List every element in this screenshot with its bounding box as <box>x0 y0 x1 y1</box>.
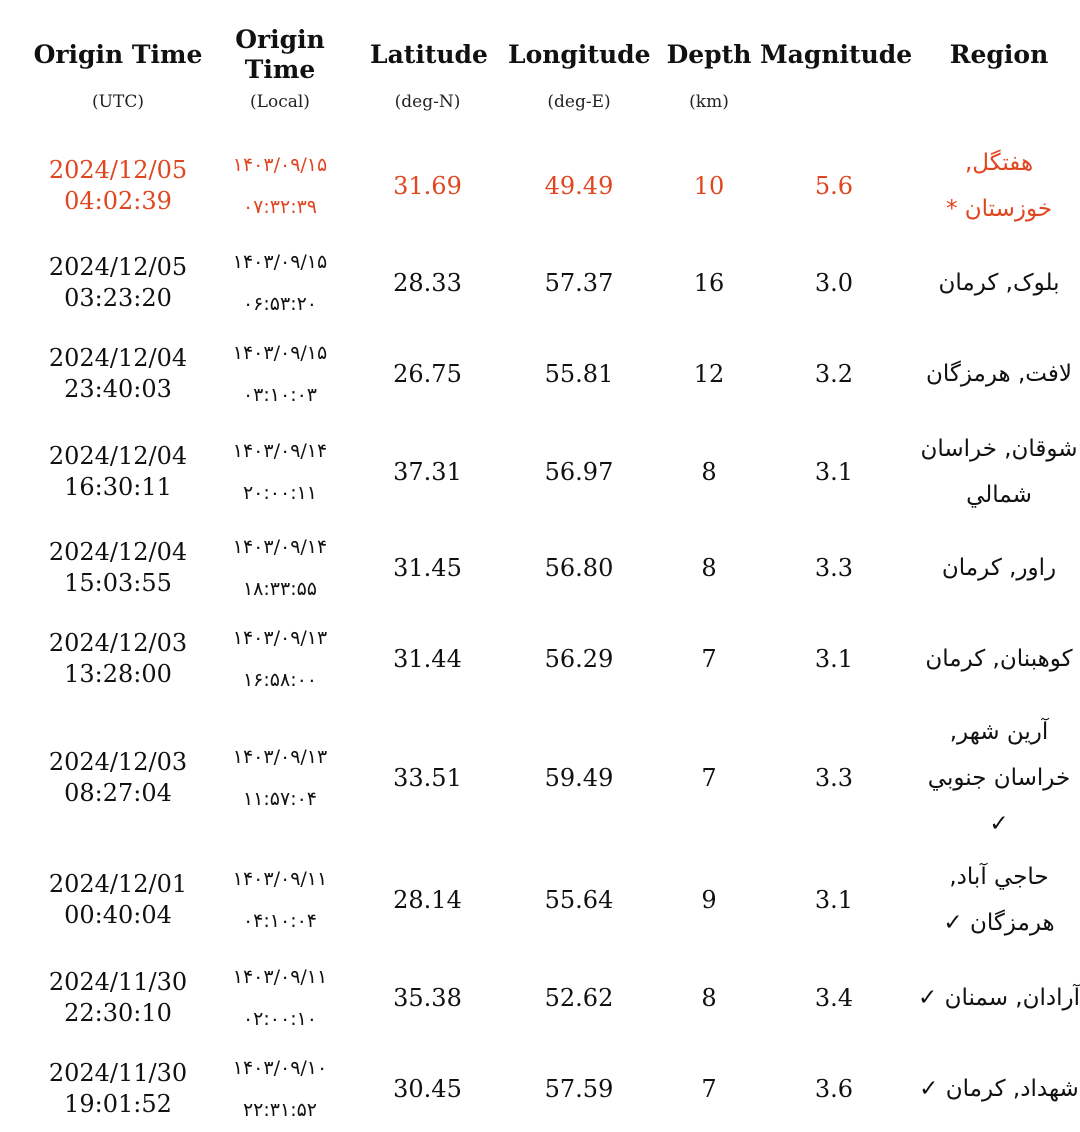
utc-time: 15:03:55 <box>64 569 172 597</box>
local-time: ۰۴:۱۰:۰۴ <box>242 910 318 932</box>
local-date: ۱۴۰۳/۰۹/۱۰ <box>232 1057 328 1079</box>
origin-time-utc <box>0 331 236 417</box>
header-unit: (Local) <box>250 92 310 112</box>
header-unit-depth <box>660 92 758 112</box>
utc-date: 2024/11/30 <box>48 1059 188 1087</box>
origin-time-local <box>230 138 330 234</box>
origin-time-utc <box>0 240 236 326</box>
origin-time-local <box>230 852 330 948</box>
local-time: ۰۲:۰۰:۱۰ <box>242 1008 318 1030</box>
region-value <box>912 955 1080 1041</box>
local-time: ۰۳:۱۰:۰۳ <box>242 384 318 406</box>
header-title-line2: Time <box>244 55 316 84</box>
local-time: ۰۷:۳۲:۳۹ <box>242 196 318 218</box>
region-line: کوهبنان, کرمان <box>925 646 1073 672</box>
latitude-value: 31.69 <box>393 172 462 200</box>
local-date: ۱۴۰۳/۰۹/۱۵ <box>232 154 328 176</box>
header-title: Depth <box>666 40 752 69</box>
local-date: ۱۴۰۳/۰۹/۱۴ <box>232 440 328 462</box>
local-time: ۱۸:۳۳:۵۵ <box>242 578 318 600</box>
header-region <box>912 40 1080 70</box>
depth-value: 10 <box>693 172 725 200</box>
longitude-value: 56.97 <box>544 458 614 486</box>
header-depth <box>660 40 758 70</box>
header-unit-utc <box>0 92 236 112</box>
origin-time-utc <box>0 852 236 948</box>
utc-date: 2024/12/05 <box>48 156 188 184</box>
magnitude-value: 3.1 <box>814 458 854 486</box>
header-latitude <box>370 40 488 70</box>
origin-time-utc <box>0 525 236 611</box>
header-origin-time-utc <box>0 40 236 70</box>
header-unit: (deg-N) <box>394 92 461 112</box>
region-value <box>912 525 1080 611</box>
magnitude-value: 3.4 <box>814 984 854 1012</box>
region-line: شهداد, کرمان ✓ <box>919 1076 1079 1102</box>
longitude-value: 55.64 <box>544 886 614 914</box>
origin-time-local <box>230 955 330 1041</box>
depth-value: 8 <box>701 458 717 486</box>
local-date: ۱۴۰۳/۰۹/۱۱ <box>232 966 328 988</box>
local-date: ۱۴۰۳/۰۹/۱۳ <box>232 746 328 768</box>
local-time: ۲۲:۳۱:۵۲ <box>242 1099 318 1121</box>
region-value <box>912 708 1080 848</box>
utc-date: 2024/11/30 <box>48 968 188 996</box>
region-value <box>912 852 1080 948</box>
header-title: Longitude <box>508 40 651 69</box>
region-value <box>912 1046 1080 1132</box>
table-row[interactable] <box>0 525 1080 611</box>
longitude-value: 56.80 <box>544 554 614 582</box>
utc-date: 2024/12/05 <box>48 253 188 281</box>
origin-time-utc <box>0 708 236 848</box>
region-line: خوزستان * <box>945 196 1053 222</box>
magnitude-value: 3.0 <box>814 269 854 297</box>
local-date: ۱۴۰۳/۰۹/۱۵ <box>232 342 328 364</box>
utc-date: 2024/12/04 <box>48 344 188 372</box>
magnitude-value: 3.6 <box>814 1075 854 1103</box>
region-line: شوقان, خراسان <box>920 436 1078 462</box>
utc-time: 00:40:04 <box>64 901 172 929</box>
header-magnitude <box>760 40 913 70</box>
latitude-value: 28.14 <box>393 886 462 914</box>
latitude-value: 31.45 <box>393 554 462 582</box>
origin-time-local <box>230 424 330 520</box>
header-longitude <box>508 40 650 70</box>
utc-date: 2024/12/04 <box>48 442 188 470</box>
origin-time-utc <box>0 424 236 520</box>
header-unit-latitude <box>370 92 485 112</box>
latitude-value: 26.75 <box>393 360 462 388</box>
depth-value: 7 <box>701 645 717 673</box>
latitude-value: 33.51 <box>393 764 462 792</box>
magnitude-value: 3.1 <box>814 645 854 673</box>
check-icon: ✓ <box>989 811 1009 837</box>
region-value <box>912 616 1080 702</box>
local-date: ۱۴۰۳/۰۹/۱۴ <box>232 536 328 558</box>
table-row[interactable] <box>0 955 1080 1041</box>
table-row[interactable] <box>0 616 1080 702</box>
latitude-value: 37.31 <box>393 458 462 486</box>
longitude-value: 56.29 <box>544 645 614 673</box>
table-row[interactable] <box>0 240 1080 326</box>
region-line: راور, کرمان <box>941 555 1057 581</box>
depth-value: 12 <box>693 360 725 388</box>
region-line: آرادان, سمنان ✓ <box>917 985 1080 1011</box>
header-title: Magnitude <box>760 40 913 69</box>
utc-date: 2024/12/03 <box>48 748 188 776</box>
magnitude-value: 3.2 <box>814 360 854 388</box>
latitude-value: 35.38 <box>393 984 462 1012</box>
table-row[interactable] <box>0 1046 1080 1132</box>
depth-value: 7 <box>701 1075 717 1103</box>
longitude-value: 55.81 <box>544 360 614 388</box>
utc-time: 16:30:11 <box>64 473 172 501</box>
local-date: ۱۴۰۳/۰۹/۱۱ <box>232 868 328 890</box>
local-time: ۰۶:۵۳:۲۰ <box>242 293 318 315</box>
longitude-value: 52.62 <box>544 984 614 1012</box>
header-title: Region <box>949 40 1049 69</box>
origin-time-local <box>230 331 330 417</box>
header-unit-local <box>230 92 330 112</box>
longitude-value: 49.49 <box>544 172 614 200</box>
region-line: هفتگل, <box>964 150 1034 176</box>
origin-time-local <box>230 616 330 702</box>
table-row[interactable] <box>0 424 1080 520</box>
origin-time-utc <box>0 955 236 1041</box>
utc-time: 19:01:52 <box>64 1090 172 1118</box>
local-time: ۱۶:۵۸:۰۰ <box>242 669 318 691</box>
longitude-value: 59.49 <box>544 764 614 792</box>
region-line: هرمزگان ✓ <box>943 910 1055 936</box>
local-date: ۱۴۰۳/۰۹/۱۵ <box>232 251 328 273</box>
region-line: لافت, هرمزگان <box>926 361 1072 387</box>
origin-time-local <box>230 240 330 326</box>
utc-time: 13:28:00 <box>64 660 172 688</box>
utc-time: 08:27:04 <box>64 779 172 807</box>
origin-time-local <box>230 708 330 848</box>
region-line: آرین شهر, <box>949 719 1049 745</box>
region-line: حاجي آباد, <box>949 864 1049 890</box>
utc-date: 2024/12/04 <box>48 538 188 566</box>
utc-date: 2024/12/03 <box>48 629 188 657</box>
utc-time: 03:23:20 <box>64 284 172 312</box>
header-unit: (deg-E) <box>547 92 611 112</box>
header-unit-longitude <box>508 92 650 112</box>
utc-time: 22:30:10 <box>64 999 172 1027</box>
depth-value: 7 <box>701 764 717 792</box>
utc-date: 2024/12/01 <box>48 870 188 898</box>
header-title: Origin Time <box>33 40 203 69</box>
header-title-line1: Origin <box>235 25 325 54</box>
depth-value: 8 <box>701 554 717 582</box>
origin-time-local <box>230 1046 330 1132</box>
local-date: ۱۴۰۳/۰۹/۱۳ <box>232 627 328 649</box>
longitude-value: 57.59 <box>544 1075 614 1103</box>
latitude-value: 31.44 <box>393 645 462 673</box>
magnitude-value: 3.3 <box>814 554 854 582</box>
region-value <box>912 240 1080 326</box>
header-origin-time-local <box>230 25 330 85</box>
table-row[interactable] <box>0 852 1080 948</box>
region-line: شمالي <box>966 482 1032 508</box>
depth-value: 16 <box>693 269 725 297</box>
table-row[interactable] <box>0 138 1080 234</box>
depth-value: 9 <box>701 886 717 914</box>
utc-time: 04:02:39 <box>64 187 172 215</box>
local-time: ۱۱:۵۷:۰۴ <box>242 788 318 810</box>
region-line: خراسان جنوبي <box>927 765 1071 791</box>
latitude-value: 28.33 <box>393 269 462 297</box>
header-unit: (km) <box>689 92 729 112</box>
longitude-value: 57.37 <box>544 269 614 297</box>
table-row[interactable] <box>0 708 1080 848</box>
region-line: بلوک, کرمان <box>938 270 1060 296</box>
magnitude-value: 5.6 <box>814 172 854 200</box>
magnitude-value: 3.1 <box>814 886 854 914</box>
origin-time-utc <box>0 1046 236 1132</box>
origin-time-utc <box>0 616 236 702</box>
header-title: Latitude <box>370 40 488 69</box>
region-value <box>912 138 1080 234</box>
local-time: ۲۰:۰۰:۱۱ <box>242 482 318 504</box>
depth-value: 8 <box>701 984 717 1012</box>
header-unit: (UTC) <box>92 92 144 112</box>
latitude-value: 30.45 <box>393 1075 462 1103</box>
utc-time: 23:40:03 <box>64 375 172 403</box>
region-value <box>912 424 1080 520</box>
table-row[interactable] <box>0 331 1080 417</box>
origin-time-utc <box>0 138 236 234</box>
magnitude-value: 3.3 <box>814 764 854 792</box>
origin-time-local <box>230 525 330 611</box>
region-value <box>912 331 1080 417</box>
